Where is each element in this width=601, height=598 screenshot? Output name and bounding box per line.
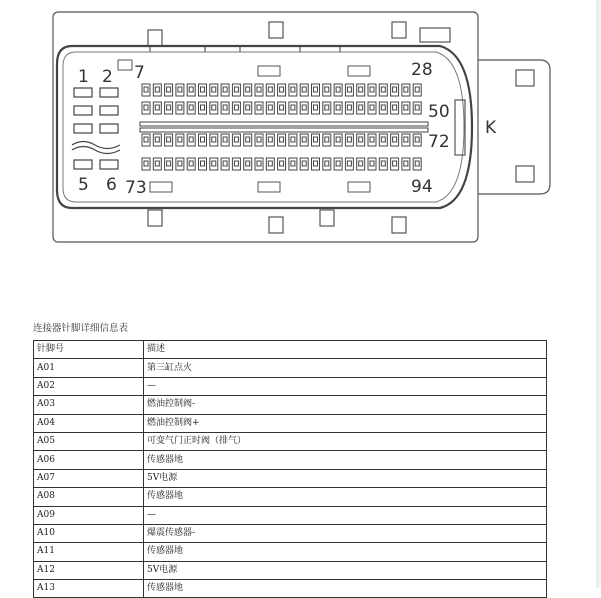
cell-pin: A12	[34, 561, 144, 579]
signal-pin-contact	[325, 161, 329, 166]
signal-pin-contact	[280, 161, 284, 166]
signal-pin-contact	[234, 137, 238, 142]
signal-pin-contact	[280, 105, 284, 110]
signal-pin-contact	[246, 161, 250, 166]
signal-pin-contact	[155, 137, 159, 142]
signal-pin-contact	[325, 137, 329, 142]
signal-pin-contact	[167, 137, 171, 142]
signal-pin-contact	[189, 137, 193, 142]
pin-label-28: 28	[411, 60, 433, 80]
signal-pin-contact	[302, 87, 306, 92]
signal-pin-contact	[246, 105, 250, 110]
signal-pin-contact	[167, 105, 171, 110]
signal-pin-contact	[291, 137, 295, 142]
signal-pin-contact	[178, 105, 182, 110]
signal-pin-contact	[381, 161, 385, 166]
cell-pin: A01	[34, 359, 144, 377]
cell-pin: A11	[34, 543, 144, 561]
signal-pin-contact	[144, 87, 148, 92]
signal-pin-contact	[144, 161, 148, 166]
cell-desc: 第三缸点火	[144, 359, 547, 377]
signal-pin-contact	[381, 137, 385, 142]
signal-pin-contact	[415, 105, 419, 110]
signal-pin-contact	[415, 161, 419, 166]
signal-pin-contact	[201, 105, 205, 110]
pin-row-separator	[140, 122, 428, 126]
top-ribs	[148, 22, 450, 52]
signal-pin-contact	[223, 137, 227, 142]
signal-pin-contact	[336, 105, 340, 110]
pin-row-separator	[140, 128, 428, 132]
signal-pin-contact	[257, 87, 261, 92]
table-row	[34, 580, 547, 598]
cell-desc: 5V电源	[144, 469, 547, 487]
pin-label-73: 73	[125, 178, 147, 198]
header-desc: 描述	[144, 341, 547, 359]
signal-pin-contact	[189, 161, 193, 166]
signal-pin-contact	[370, 137, 374, 142]
signal-pin-contact	[314, 161, 318, 166]
signal-pin-contact	[370, 105, 374, 110]
signal-pin-contact	[404, 87, 408, 92]
cell-desc: 传感器地	[144, 488, 547, 506]
signal-pin-contact	[381, 105, 385, 110]
pin-label-2: 2	[102, 67, 113, 87]
signal-pin-contact	[381, 87, 385, 92]
cell-desc: 5V电源	[144, 561, 547, 579]
signal-pin-contact	[234, 105, 238, 110]
signal-pin-contact	[393, 105, 397, 110]
signal-pin-contact	[268, 137, 272, 142]
signal-pin-contact	[268, 87, 272, 92]
signal-pin-contact	[144, 137, 148, 142]
signal-pin-contact	[370, 161, 374, 166]
signal-pin-contact	[257, 137, 261, 142]
signal-pin-contact	[280, 137, 284, 142]
signal-pin-contact	[234, 161, 238, 166]
signal-pin-contact	[347, 161, 351, 166]
signal-pin-contact	[302, 137, 306, 142]
signal-pin-contact	[393, 161, 397, 166]
pin-label-50: 50	[428, 102, 450, 122]
signal-pin-contact	[415, 87, 419, 92]
cell-pin: A08	[34, 488, 144, 506]
signal-pin-contact	[201, 161, 205, 166]
table-row	[34, 377, 547, 395]
signal-pin-contact	[178, 137, 182, 142]
signal-pin-contact	[155, 161, 159, 166]
signal-pin-contact	[178, 161, 182, 166]
cell-pin: A13	[34, 580, 144, 598]
signal-pin-contact	[268, 105, 272, 110]
signal-pin-contact	[302, 105, 306, 110]
signal-pin-contact	[246, 87, 250, 92]
cell-desc: 爆震传感器-	[144, 524, 547, 542]
signal-pin-contact	[359, 87, 363, 92]
signal-pin-contact	[291, 105, 295, 110]
connector-diagram	[0, 0, 601, 250]
connector-letter: K	[485, 118, 497, 138]
power-pins	[72, 88, 120, 169]
signal-pin-contact	[347, 137, 351, 142]
table-row	[34, 432, 547, 450]
signal-pin-contact	[280, 87, 284, 92]
signal-pin-contact	[212, 161, 216, 166]
pin-label-5: 5	[78, 175, 89, 195]
signal-pin-contact	[314, 105, 318, 110]
signal-pin-contact	[314, 87, 318, 92]
signal-pin-contact	[336, 161, 340, 166]
cell-pin: A03	[34, 396, 144, 414]
signal-pin-contact	[212, 105, 216, 110]
table-row	[34, 488, 547, 506]
cell-pin: A07	[34, 469, 144, 487]
signal-pin-contact	[404, 137, 408, 142]
signal-pin-contact	[291, 87, 295, 92]
table-row	[34, 469, 547, 487]
cell-pin: A06	[34, 451, 144, 469]
bottom-ribs	[148, 210, 406, 233]
table-row	[34, 506, 547, 524]
signal-pin-contact	[246, 137, 250, 142]
signal-pin-contact	[325, 87, 329, 92]
signal-pin-grid	[140, 84, 428, 170]
signal-pin-contact	[212, 87, 216, 92]
cell-desc: 燃油控制阀-	[144, 396, 547, 414]
cell-desc: 传感器地	[144, 451, 547, 469]
signal-pin-contact	[234, 87, 238, 92]
signal-pin-contact	[155, 105, 159, 110]
pin-label-6: 6	[106, 175, 117, 195]
signal-pin-contact	[370, 87, 374, 92]
pin-label-72: 72	[428, 132, 450, 152]
cell-desc: —	[144, 506, 547, 524]
cell-pin: A05	[34, 432, 144, 450]
signal-pin-contact	[167, 87, 171, 92]
signal-pin-contact	[155, 87, 159, 92]
pin-info-table	[33, 340, 547, 598]
cell-desc: 燃油控制阀+	[144, 414, 547, 432]
signal-pin-contact	[212, 137, 216, 142]
cell-pin: A04	[34, 414, 144, 432]
signal-pin-contact	[347, 87, 351, 92]
cell-desc: 传感器地	[144, 580, 547, 598]
table-row	[34, 414, 547, 432]
cell-pin: A02	[34, 377, 144, 395]
cell-desc: —	[144, 377, 547, 395]
signal-pin-contact	[415, 137, 419, 142]
cell-desc: 可变气门正时阀（排气）	[144, 432, 547, 450]
signal-pin-contact	[347, 105, 351, 110]
pin-label-94: 94	[411, 177, 433, 197]
signal-pin-contact	[404, 161, 408, 166]
table-row	[34, 451, 547, 469]
signal-pin-contact	[201, 87, 205, 92]
signal-pin-contact	[314, 137, 318, 142]
cell-pin: A09	[34, 506, 144, 524]
signal-pin-contact	[268, 161, 272, 166]
signal-pin-contact	[404, 105, 408, 110]
signal-pin-contact	[223, 105, 227, 110]
signal-pin-contact	[359, 161, 363, 166]
signal-pin-contact	[393, 137, 397, 142]
signal-pin-contact	[223, 87, 227, 92]
signal-pin-contact	[189, 105, 193, 110]
table-row	[34, 524, 547, 542]
table-header-row	[34, 341, 547, 359]
signal-pin-contact	[393, 87, 397, 92]
signal-pin-contact	[144, 105, 148, 110]
signal-pin-contact	[178, 87, 182, 92]
signal-pin-contact	[291, 161, 295, 166]
signal-pin-contact	[201, 137, 205, 142]
table-row	[34, 561, 547, 579]
signal-pin-contact	[336, 137, 340, 142]
signal-pin-contact	[325, 105, 329, 110]
signal-pin-contact	[167, 161, 171, 166]
table-row	[34, 543, 547, 561]
cell-desc: 传感器地	[144, 543, 547, 561]
signal-pin-contact	[223, 161, 227, 166]
cell-pin: A10	[34, 524, 144, 542]
table-row	[34, 359, 547, 377]
header-pin: 针脚号	[34, 341, 144, 359]
signal-pin-contact	[336, 87, 340, 92]
signal-pin-contact	[257, 105, 261, 110]
signal-pin-contact	[257, 161, 261, 166]
signal-pin-contact	[359, 105, 363, 110]
latch	[455, 60, 550, 194]
table-caption: 连接器针脚详细信息表	[33, 323, 129, 334]
table-row	[34, 396, 547, 414]
signal-pin-contact	[189, 87, 193, 92]
signal-pin-contact	[359, 137, 363, 142]
pin-label-1: 1	[78, 67, 89, 87]
signal-pin-contact	[302, 161, 306, 166]
pin-label-7: 7	[134, 63, 145, 83]
